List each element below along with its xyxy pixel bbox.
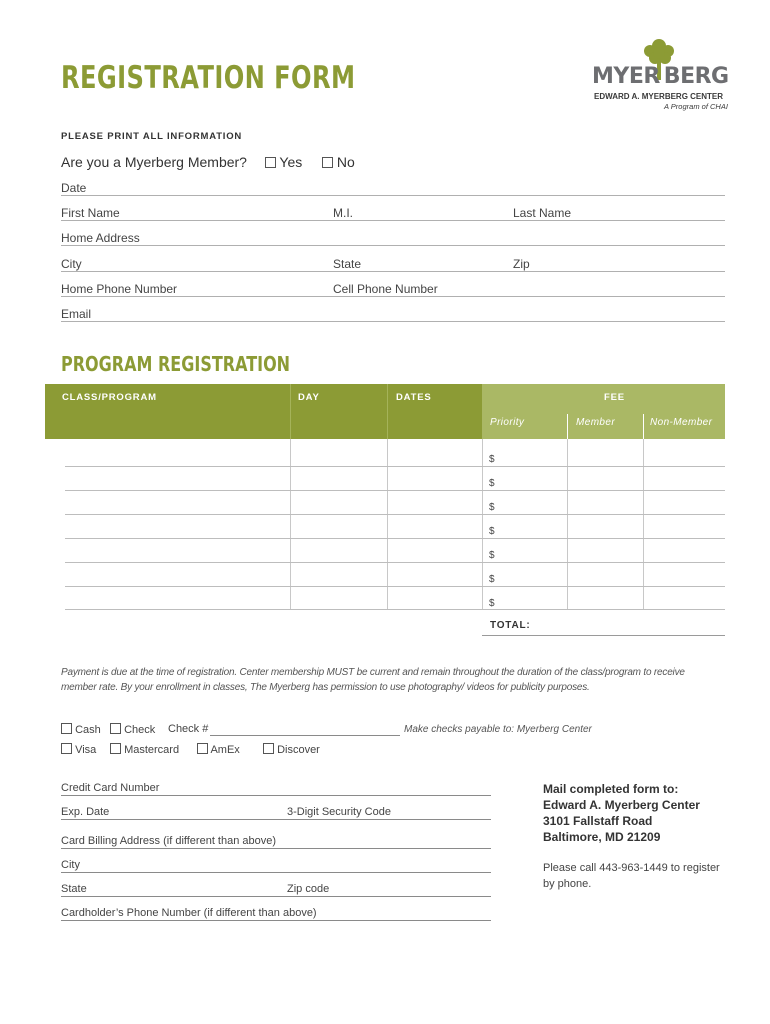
exp-security-field[interactable]: [61, 819, 491, 820]
home-address-field[interactable]: [61, 245, 725, 246]
email-field[interactable]: [61, 321, 725, 322]
table-row[interactable]: [65, 538, 725, 539]
email-label: Email: [61, 307, 92, 321]
security-code-label: 3-Digit Security Code: [287, 806, 391, 818]
mail-name: Edward A. Myerberg Center: [543, 798, 700, 812]
check-label: Check: [124, 724, 156, 736]
table-row[interactable]: [65, 490, 725, 491]
payment-check-option[interactable]: [110, 723, 155, 736]
logo-wordmark-right: BERG: [663, 64, 729, 89]
amex-label: AmEx: [210, 744, 240, 756]
payment-discover-option[interactable]: [263, 743, 320, 756]
member-yes-label: Yes: [279, 154, 303, 170]
member-question-label: Are you a Myerberg Member?: [61, 154, 247, 170]
mail-heading: Mail completed form to:: [543, 782, 679, 796]
payment-note: Payment is due at the time of registration. Center membership MUST be current and remain throughout the duration of the class/program to receive member rate. By your enrollment in classes, The Myerberg has permission to use photography/ videos for publicity purposes.: [61, 667, 685, 693]
home-address-label: Home Address: [61, 231, 140, 245]
table-col-divider: [567, 439, 568, 609]
total-row[interactable]: [482, 635, 725, 636]
fee-sub-divider: [567, 414, 568, 439]
column-dates: DATES: [396, 392, 432, 403]
table-col-divider: [387, 439, 388, 609]
table-col-divider: [290, 439, 291, 609]
name-field[interactable]: [61, 220, 725, 221]
mastercard-checkbox[interactable]: [110, 743, 121, 754]
card-zip-label: Zip code: [287, 883, 330, 895]
member-no-checkbox[interactable]: [322, 157, 333, 168]
discover-checkbox[interactable]: [263, 743, 274, 754]
form-title: REGISTRATION FORM: [61, 60, 356, 96]
state-label: State: [333, 257, 362, 271]
card-number-field[interactable]: [61, 795, 491, 796]
fee-sub-divider: [643, 414, 644, 439]
column-class-program: CLASS/PROGRAM: [62, 392, 157, 403]
mastercard-label: Mastercard: [124, 744, 180, 756]
exp-date-label: Exp. Date: [61, 806, 110, 818]
priority-dollar: $: [489, 574, 495, 585]
phone-field[interactable]: [61, 296, 725, 297]
program-registration-title: PROGRAM REGISTRATION: [61, 352, 291, 376]
member-question: [61, 154, 355, 170]
city-state-zip-field[interactable]: [61, 271, 725, 272]
card-city-field[interactable]: [61, 872, 491, 873]
payment-amex-option[interactable]: [197, 743, 240, 756]
billing-address-label: Card Billing Address (if different than above): [61, 835, 277, 847]
column-non-member: Non-Member: [650, 417, 713, 428]
priority-dollar: $: [489, 526, 495, 537]
table-row[interactable]: [65, 562, 725, 563]
column-fee: FEE: [604, 392, 625, 403]
print-instruction: PLEASE PRINT ALL INFORMATION: [61, 131, 243, 142]
table-row[interactable]: [65, 609, 725, 610]
mail-info: [543, 781, 700, 845]
member-no-label: No: [336, 154, 355, 170]
total-label: TOTAL:: [490, 620, 531, 631]
checks-payable-note: Make checks payable to: Myerberg Center: [404, 724, 592, 735]
priority-dollar: $: [489, 502, 495, 513]
logo-wordmark-left: MYER: [592, 64, 660, 89]
city-label: City: [61, 257, 82, 271]
check-checkbox[interactable]: [110, 723, 121, 734]
cash-checkbox[interactable]: [61, 723, 72, 734]
mi-label: M.I.: [333, 206, 353, 220]
table-col-divider: [643, 439, 644, 609]
payment-cash-option[interactable]: [61, 723, 101, 736]
logo-program-of: A Program of CHAI: [664, 102, 728, 111]
card-number-label: Credit Card Number: [61, 782, 160, 794]
billing-address-field[interactable]: [61, 848, 491, 849]
mail-street: 3101 Fallstaff Road: [543, 814, 653, 828]
cell-phone-label: Cell Phone Number: [333, 282, 438, 296]
first-name-label: First Name: [61, 206, 120, 220]
table-row[interactable]: [65, 514, 725, 515]
date-field[interactable]: [61, 195, 725, 196]
zip-label: Zip: [513, 257, 530, 271]
visa-label: Visa: [75, 744, 97, 756]
table-col-divider: [482, 439, 483, 609]
table-row[interactable]: [65, 586, 725, 587]
priority-dollar: $: [489, 478, 495, 489]
payment-visa-option[interactable]: [61, 743, 96, 756]
logo-center-name: EDWARD A. MYERBERG CENTER: [594, 92, 724, 101]
cardholder-phone-label: Cardholder’s Phone Number (if different than above): [61, 907, 317, 919]
header-divider: [290, 384, 291, 439]
priority-dollar: $: [489, 550, 495, 561]
visa-checkbox[interactable]: [61, 743, 72, 754]
check-number-label: Check #: [168, 723, 209, 735]
column-priority: Priority: [490, 417, 525, 428]
cardholder-phone-field[interactable]: [61, 920, 491, 921]
priority-dollar: $: [489, 598, 495, 609]
payment-mastercard-option[interactable]: [110, 743, 179, 756]
column-member: Member: [576, 417, 616, 428]
cash-label: Cash: [75, 724, 101, 736]
last-name-label: Last Name: [513, 206, 572, 220]
header-divider: [387, 384, 388, 439]
home-phone-label: Home Phone Number: [61, 282, 178, 296]
call-note: Please call 443-963-1449 to register by phone.: [543, 862, 720, 890]
amex-checkbox[interactable]: [197, 743, 208, 754]
card-state-zip-field[interactable]: [61, 896, 491, 897]
logo-wordmark: [592, 64, 729, 89]
check-number-field[interactable]: [210, 735, 400, 736]
card-city-label: City: [61, 859, 80, 871]
date-label: Date: [61, 181, 87, 195]
discover-label: Discover: [277, 744, 320, 756]
priority-dollar: $: [489, 454, 495, 465]
card-state-label: State: [61, 883, 87, 895]
column-day: DAY: [298, 392, 320, 403]
member-yes-checkbox[interactable]: [265, 157, 276, 168]
mail-city: Baltimore, MD 21209: [543, 830, 661, 844]
table-row[interactable]: [65, 466, 725, 467]
